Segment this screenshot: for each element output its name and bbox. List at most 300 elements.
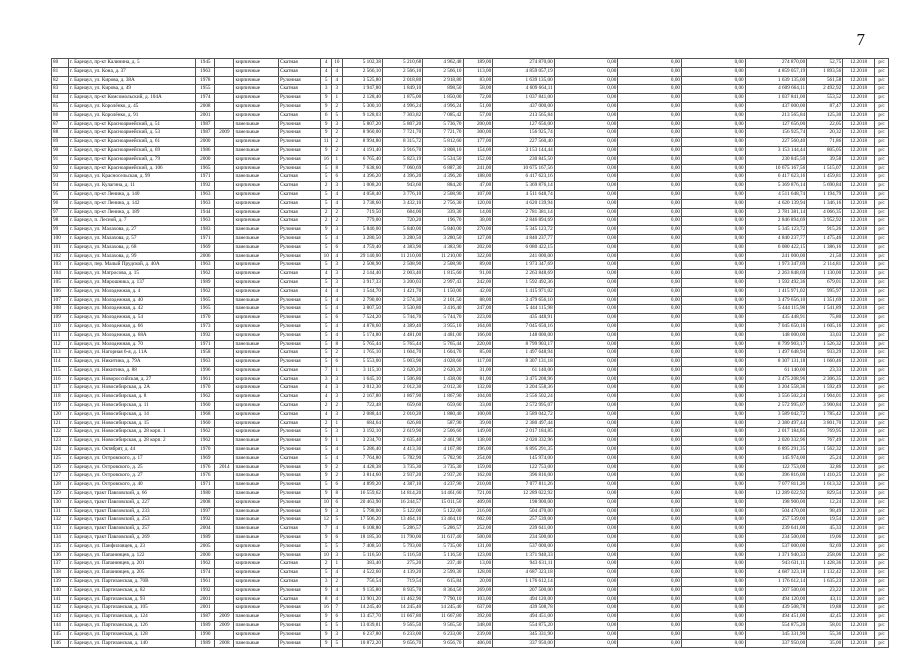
cell-total-area: 14 245,40 <box>342 604 382 613</box>
cell-floors: 5 <box>321 322 332 331</box>
cell-floors: 5 <box>321 199 332 208</box>
cell-floors: 9 <box>321 437 332 446</box>
cell-cost-budget: 0,00 <box>618 613 682 622</box>
cell-cost-owners: 145 974,00 <box>745 454 807 463</box>
cell-cost-other: 0,00 <box>682 595 746 604</box>
cell-roof-type: Рулонная <box>279 234 321 243</box>
table-row <box>52 393 889 402</box>
cell-wall-material: панельные <box>234 252 279 261</box>
cell-residents: 188,00 <box>463 173 493 182</box>
cell-cost-other: 0,00 <box>682 217 746 226</box>
table-row <box>52 595 889 604</box>
cell-deadline: 12.2018 <box>843 164 875 173</box>
cell-cost-fund: 0,00 <box>554 111 618 120</box>
cell-address: г. Барнаул, ул. Мирошника, д. 137 <box>68 278 195 287</box>
cell-unit-cost: 1 459,81 <box>807 173 843 182</box>
cell-cost-fund: 0,00 <box>554 296 618 305</box>
cell-unit-cost: 32,86 <box>807 463 843 472</box>
cell-entrances: 4 <box>332 454 343 463</box>
cell-wall-material: кирпичные <box>234 261 279 270</box>
table-row <box>52 507 889 516</box>
cell-wall-material: кирпичные <box>234 366 279 375</box>
cell-overhaul-year: 2009 <box>215 129 234 138</box>
cell-unit-cost: 1 592,49 <box>807 384 843 393</box>
cell-deadline: 12.2018 <box>843 234 875 243</box>
table-row <box>52 437 889 446</box>
cell-overhaul-year <box>215 490 234 499</box>
cell-commissioning-year: 1987 <box>196 129 215 138</box>
cell-wall-material: кирпичные <box>234 331 279 340</box>
table-row <box>52 454 889 463</box>
cell-row-number: 89 <box>52 138 69 147</box>
cell-overhaul-year <box>215 604 234 613</box>
cell-cost-budget: 0,00 <box>618 234 682 243</box>
cell-total-cost: 7 045 650,16 <box>493 322 555 331</box>
cell-cost-owners: 10 675 167,56 <box>745 164 807 173</box>
cell-residential-area: 4 237,90 <box>423 481 463 490</box>
cell-wall-material: панельные <box>234 622 279 631</box>
cell-floors: 9 <box>321 102 332 111</box>
cell-commissioning-year: 1992 <box>196 586 215 595</box>
cell-roof-type: Скатная <box>279 85 321 94</box>
cell-address: г. Барнаул, ул. Кулагина, д. 11 <box>68 182 195 191</box>
cell-roof-type: Рулонная <box>279 490 321 499</box>
cell-roof-type: Рулонная <box>279 446 321 455</box>
cell-residents: 159,00 <box>463 463 493 472</box>
cell-cost-budget: 0,00 <box>618 296 682 305</box>
cell-wall-material: кирпичные <box>234 138 279 147</box>
cell-commissioning-year: 1989 <box>196 534 215 543</box>
cell-floors: 5 <box>321 278 332 287</box>
cell-unit-cost: 58,01 <box>807 622 843 631</box>
cell-roof-type: Скатная <box>279 560 321 569</box>
cell-address: г. Барнаул, ул. Королёнко, д. 45 <box>68 102 195 111</box>
cell-residents: 91,00 <box>463 270 493 279</box>
cell-wall-material: кирпичные <box>234 498 279 507</box>
cell-wall-material: кирпичные <box>234 287 279 296</box>
cell-unit-cost: 829,54 <box>807 490 843 499</box>
cell-cost-other: 0,00 <box>682 199 746 208</box>
cell-cost-owners: 3 479 656,10 <box>745 296 807 305</box>
cell-address: г. Барнаул, ул. Партизанская, д. 82 <box>68 586 195 595</box>
cell-floors: 5 <box>321 454 332 463</box>
cell-unit-cost: 1 410,25 <box>807 472 843 481</box>
cell-cost-owners: 2 020 332,96 <box>745 437 807 446</box>
cell-entrances: 2 <box>332 217 343 226</box>
table-row <box>52 578 889 587</box>
cell-row-number: 96 <box>52 199 69 208</box>
cell-deadline: 12.2018 <box>843 155 875 164</box>
cell-wall-material: кирпичные <box>234 630 279 639</box>
cell-fund-method: р/с <box>875 375 889 384</box>
cell-row-number: 129 <box>52 490 69 499</box>
cell-commissioning-year: 1963 <box>196 190 215 199</box>
cell-cost-fund: 0,00 <box>554 138 618 147</box>
cell-wall-material: кирпичные <box>234 358 279 367</box>
cell-floors: 9 <box>321 507 332 516</box>
cell-deadline: 12.2018 <box>843 454 875 463</box>
cell-fund-method: р/с <box>875 199 889 208</box>
cell-total-cost: 257 539,00 <box>493 516 555 525</box>
cell-address: г. Барнаул, ул. Малахова, д. 68 <box>68 243 195 252</box>
cell-residential-area: 2 599,30 <box>423 569 463 578</box>
cell-total-area: 3 192,10 <box>342 428 382 437</box>
cell-entrances: 6 <box>332 613 343 622</box>
cell-residents: 149,00 <box>463 428 493 437</box>
cell-commissioning-year: 1971 <box>196 340 215 349</box>
cell-entrances: 6 <box>332 314 343 323</box>
cell-wall-material: панельные <box>234 613 279 622</box>
cell-total-cost: 2 017 184,85 <box>493 428 555 437</box>
cell-overhaul-year <box>215 67 234 76</box>
cell-cost-budget: 0,00 <box>618 463 682 472</box>
cell-cost-owners: 3 204 558,36 <box>745 384 807 393</box>
cell-row-number: 111 <box>52 331 69 340</box>
cell-overhaul-year <box>215 296 234 305</box>
cell-residents: 131,00 <box>463 542 493 551</box>
cell-roof-type: Скатная <box>279 182 321 191</box>
table-row <box>52 270 889 279</box>
cell-fund-method: р/с <box>875 76 889 85</box>
cell-address: г. Барнаул, ул. Королёнко, д. 91 <box>68 111 195 120</box>
cell-roof-type: Рулонная <box>279 322 321 331</box>
cell-living-area: 2 012,30 <box>382 384 422 393</box>
cell-fund-method: р/с <box>875 155 889 164</box>
cell-commissioning-year: 1973 <box>196 322 215 331</box>
cell-cost-other: 0,00 <box>682 375 746 384</box>
cell-fund-method: р/с <box>875 164 889 173</box>
cell-floors: 5 <box>321 314 332 323</box>
cell-living-area: 3 280,50 <box>382 234 422 243</box>
table-row <box>52 366 889 375</box>
cell-cost-other: 0,00 <box>682 322 746 331</box>
cell-wall-material: кирпичные <box>234 375 279 384</box>
cell-living-area: 659,60 <box>382 402 422 411</box>
cell-cost-other: 0,00 <box>682 419 746 428</box>
cell-commissioning-year: 1986 <box>196 146 215 155</box>
cell-deadline: 12.2018 <box>843 138 875 147</box>
cell-cost-other: 0,00 <box>682 454 746 463</box>
cell-cost-other: 0,00 <box>682 516 746 525</box>
cell-fund-method: р/с <box>875 384 889 393</box>
cell-living-area: 4 139,20 <box>382 569 422 578</box>
cell-row-number: 143 <box>52 613 69 622</box>
table-row <box>52 278 889 287</box>
cell-fund-method: р/с <box>875 402 889 411</box>
cell-cost-owners: 1 497 648,94 <box>745 349 807 358</box>
cell-deadline: 12.2018 <box>843 551 875 560</box>
cell-residents: 392,00 <box>463 613 493 622</box>
table-row <box>52 569 889 578</box>
cell-total-cost: 2 846 894,69 <box>493 217 555 226</box>
cell-fund-method: р/с <box>875 226 889 235</box>
cell-row-number: 99 <box>52 226 69 235</box>
cell-residential-area: 3 735,30 <box>423 463 463 472</box>
cell-entrances: 7 <box>332 604 343 613</box>
cell-cost-other: 0,00 <box>682 622 746 631</box>
cell-address: г. Барнаул, пр-кт Ленина, д. 189 <box>68 208 195 217</box>
cell-row-number: 144 <box>52 622 69 631</box>
cell-overhaul-year <box>215 437 234 446</box>
cell-unit-cost: 42,45 <box>807 613 843 622</box>
cell-overhaul-year <box>215 111 234 120</box>
cell-floors: 3 <box>321 375 332 384</box>
cell-floors: 7 <box>321 525 332 534</box>
cell-entrances: 4 <box>332 67 343 76</box>
cell-commissioning-year: 2000 <box>196 155 215 164</box>
cell-deadline: 12.2018 <box>843 85 875 94</box>
cell-unit-cost: 19,06 <box>807 534 843 543</box>
cell-commissioning-year: 1974 <box>196 569 215 578</box>
cell-cost-budget: 0,00 <box>618 498 682 507</box>
cell-commissioning-year: 1968 <box>196 410 215 419</box>
cell-roof-type: Рулонная <box>279 102 321 111</box>
cell-cost-other: 0,00 <box>682 340 746 349</box>
cell-cost-owners: 12 289 022,92 <box>745 490 807 499</box>
cell-fund-method: р/с <box>875 622 889 631</box>
cell-entrances: 2 <box>332 463 343 472</box>
cell-wall-material: кирпичные <box>234 190 279 199</box>
cell-cost-other: 0,00 <box>682 155 746 164</box>
cell-commissioning-year: 1960 <box>196 402 215 411</box>
cell-total-area: 4 396,20 <box>342 173 382 182</box>
table-row <box>52 516 889 525</box>
table-row <box>52 76 889 85</box>
cell-cost-other: 0,00 <box>682 630 746 639</box>
cell-overhaul-year <box>215 366 234 375</box>
cell-cost-owners: 234 500,00 <box>745 534 807 543</box>
cell-cost-fund: 0,00 <box>554 586 618 595</box>
cell-overhaul-year: 2009 <box>215 613 234 622</box>
cell-total-cost: 5 345 123,72 <box>493 226 555 235</box>
cell-entrances: 3 <box>332 410 343 419</box>
cell-entrances: 4 <box>332 234 343 243</box>
cell-address: г. Барнаул, ул. Малахова, д. 57 <box>68 234 195 243</box>
table-row <box>52 296 889 305</box>
cell-living-area: 16 244,57 <box>382 498 422 507</box>
cell-unit-cost: 12,24 <box>807 498 843 507</box>
cell-cost-fund: 0,00 <box>554 358 618 367</box>
cell-residential-area: 2 508,90 <box>423 261 463 270</box>
cell-overhaul-year <box>215 261 234 270</box>
cell-wall-material: кирпичные <box>234 349 279 358</box>
cell-fund-method: р/с <box>875 437 889 446</box>
cell-commissioning-year: 1992 <box>196 516 215 525</box>
cell-living-area: 7 721,70 <box>382 129 422 138</box>
cell-fund-method: р/с <box>875 551 889 560</box>
cell-overhaul-year <box>215 472 234 481</box>
cell-total-area: 3 807,50 <box>342 305 382 314</box>
cell-overhaul-year <box>215 173 234 182</box>
cell-floors: 5 <box>321 349 332 358</box>
cell-row-number: 98 <box>52 217 69 226</box>
cell-cost-other: 0,00 <box>682 305 746 314</box>
cell-residential-area: 5 116,50 <box>423 551 463 560</box>
cell-fund-method: р/с <box>875 59 889 68</box>
cell-cost-owners: 61 140,00 <box>745 366 807 375</box>
cell-residents: 202,00 <box>463 243 493 252</box>
cell-floors: 16 <box>321 155 332 164</box>
cell-roof-type: Рулонная <box>279 481 321 490</box>
table-row <box>52 463 889 472</box>
table-row <box>52 331 889 340</box>
cell-residents: 152,00 <box>463 155 493 164</box>
cell-commissioning-year: 1961 <box>196 578 215 587</box>
cell-cost-fund: 0,00 <box>554 375 618 384</box>
cell-total-cost: 156 925,74 <box>493 129 555 138</box>
cell-floors: 2 <box>321 217 332 226</box>
cell-roof-type: Рулонная <box>279 164 321 173</box>
cell-row-number: 119 <box>52 402 69 411</box>
cell-entrances: 3 <box>332 85 343 94</box>
cell-cost-budget: 0,00 <box>618 111 682 120</box>
cell-residential-area: 4 028,60 <box>423 358 463 367</box>
cell-fund-method: р/с <box>875 208 889 217</box>
cell-cost-fund: 0,00 <box>554 120 618 129</box>
cell-living-area: 11 462,90 <box>382 595 422 604</box>
cell-floors: 4 <box>321 384 332 393</box>
cell-cost-owners: 435 448,91 <box>745 314 807 323</box>
cell-residents: 100,00 <box>463 410 493 419</box>
cell-cost-owners: 1 639 135,00 <box>745 76 807 85</box>
cell-row-number: 103 <box>52 261 69 270</box>
cell-entrances: 1 <box>332 419 343 428</box>
cell-unit-cost: 87,47 <box>807 102 843 111</box>
cell-cost-budget: 0,00 <box>618 217 682 226</box>
cell-deadline: 12.2018 <box>843 331 875 340</box>
table-row <box>52 481 889 490</box>
cell-overhaul-year <box>215 85 234 94</box>
cell-deadline: 12.2018 <box>843 604 875 613</box>
cell-overhaul-year <box>215 226 234 235</box>
cell-floors: 5 <box>321 622 332 631</box>
cell-cost-owners: 1 592 492,36 <box>745 278 807 287</box>
cell-roof-type: Рулонная <box>279 586 321 595</box>
cell-residents: 128,00 <box>463 569 493 578</box>
cell-roof-type: Рулонная <box>279 296 321 305</box>
table-row <box>52 314 889 323</box>
cell-residents: 33,00 <box>463 402 493 411</box>
cell-deadline: 12.2018 <box>843 516 875 525</box>
cell-unit-cost: 21,50 <box>807 252 843 261</box>
cell-residents: 223,00 <box>463 314 493 323</box>
cell-total-cost: 234 500,00 <box>493 534 555 543</box>
cell-cost-other: 0,00 <box>682 111 746 120</box>
cell-deadline: 12.2018 <box>843 314 875 323</box>
cell-roof-type: Скатная <box>279 375 321 384</box>
cell-cost-budget: 0,00 <box>618 454 682 463</box>
cell-roof-type: Рулонная <box>279 639 321 648</box>
cell-row-number: 121 <box>52 419 69 428</box>
cell-commissioning-year: 1983 <box>196 226 215 235</box>
cell-living-area: 5 807,20 <box>382 120 422 129</box>
cell-address: г. Барнаул, ул. Малахова, д. 99 <box>68 252 195 261</box>
cell-cost-other: 0,00 <box>682 102 746 111</box>
cell-residents: 83,00 <box>463 76 493 85</box>
cell-overhaul-year <box>215 155 234 164</box>
cell-roof-type: Рулонная <box>279 155 321 164</box>
cell-cost-other: 0,00 <box>682 173 746 182</box>
cell-commissioning-year: 1963 <box>196 199 215 208</box>
cell-residents: 500,00 <box>463 534 493 543</box>
cell-wall-material: кирпичные <box>234 314 279 323</box>
cell-address: г. Барнаул, тракт Павловский, д. 227 <box>68 498 195 507</box>
cell-residents: 120,00 <box>463 199 493 208</box>
cell-residential-area: 587,90 <box>423 419 463 428</box>
table-row <box>52 164 889 173</box>
cell-roof-type: Рулонная <box>279 331 321 340</box>
cell-row-number: 88 <box>52 129 69 138</box>
cell-residential-area: 1 438,00 <box>423 375 463 384</box>
cell-fund-method: р/с <box>875 454 889 463</box>
cell-wall-material: кирпичные <box>234 569 279 578</box>
cell-residential-area: 3 280,50 <box>423 234 463 243</box>
cell-cost-owners: 396 816,00 <box>745 472 807 481</box>
cell-cost-budget: 0,00 <box>618 340 682 349</box>
table-row <box>52 630 889 639</box>
cell-roof-type: Скатная <box>279 111 321 120</box>
cell-residents: 58,00 <box>463 85 493 94</box>
cell-entrances: 3 <box>332 507 343 516</box>
cell-overhaul-year <box>215 375 234 384</box>
cell-residential-area: 2 461,90 <box>423 437 463 446</box>
cell-address: г. Барнаул, ул. Кона, д. 37 <box>68 67 195 76</box>
cell-row-number: 84 <box>52 94 69 103</box>
cell-cost-budget: 0,00 <box>618 349 682 358</box>
cell-living-area: 6 233,00 <box>382 630 422 639</box>
cell-wall-material: кирпичные <box>234 384 279 393</box>
table-row <box>52 199 889 208</box>
cell-total-cost: 2 263 848,69 <box>493 270 555 279</box>
cell-row-number: 127 <box>52 472 69 481</box>
cell-total-cost: 943 631,11 <box>493 560 555 569</box>
cell-cost-owners: 198 900,00 <box>745 498 807 507</box>
cell-floors: 9 <box>321 472 332 481</box>
cell-cost-owners: 437 000,00 <box>745 102 807 111</box>
cell-cost-owners: 2 846 894,69 <box>745 217 807 226</box>
cell-residential-area: 884,20 <box>423 182 463 191</box>
cell-residential-area: 6 887,30 <box>423 164 463 173</box>
cell-total-cost: 5 369 876,14 <box>493 182 555 191</box>
cell-deadline: 12.2018 <box>843 630 875 639</box>
cell-row-number: 94 <box>52 182 69 191</box>
cell-floors: 2 <box>321 208 332 217</box>
cell-floors: 5 <box>321 261 332 270</box>
cell-cost-other: 0,00 <box>682 604 746 613</box>
cell-row-number: 92 <box>52 164 69 173</box>
cell-cost-budget: 0,00 <box>618 622 682 631</box>
cell-cost-budget: 0,00 <box>618 402 682 411</box>
cell-residents: 81,00 <box>463 375 493 384</box>
cell-wall-material: панельные <box>234 173 279 182</box>
cell-residents: 89,00 <box>463 261 493 270</box>
cell-roof-type: Рулонная <box>279 340 321 349</box>
cell-residential-area: 1 867,90 <box>423 393 463 402</box>
cell-cost-fund: 0,00 <box>554 622 618 631</box>
table-row <box>52 622 889 631</box>
cell-wall-material: панельные <box>234 243 279 252</box>
cell-cost-fund: 0,00 <box>554 454 618 463</box>
cell-deadline: 12.2018 <box>843 534 875 543</box>
cell-wall-material: панельные <box>234 226 279 235</box>
cell-cost-budget: 0,00 <box>618 146 682 155</box>
cell-residential-area: 615,84 <box>423 578 463 587</box>
cell-overhaul-year <box>215 534 234 543</box>
cell-cost-owners: 554 875,20 <box>745 622 807 631</box>
cell-cost-other: 0,00 <box>682 525 746 534</box>
table-row <box>52 349 889 358</box>
cell-commissioning-year: 1963 <box>196 217 215 226</box>
